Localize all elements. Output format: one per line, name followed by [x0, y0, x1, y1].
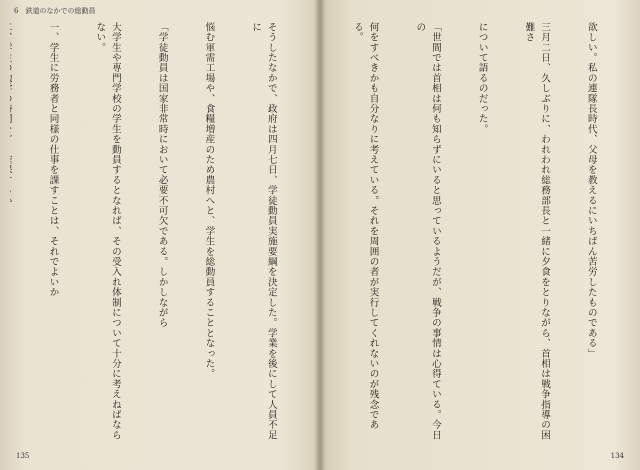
text-column: 一、学生に労務者と同様の仕事を課すことは、それでよいか — [47, 22, 59, 298]
page-number-right: 134 — [610, 452, 624, 460]
text-column: 「世間では首相は何も知らずにいると思っているようだが、戦争の事情は心得ている。今日の — [414, 22, 441, 441]
running-head: 6 鉄道のなかでの総動員 — [14, 7, 96, 15]
text-column: そうしたなかで、政府は四月七日、学徒動員実施要綱を決定した。学業を後にして人員不足に — [250, 22, 277, 441]
text-column: 三月二日、久しぶりに、われわれ総務部長と一緒に夕食をとりながら、首相は戦争指導の困難さ — [523, 22, 551, 441]
text-column: 悩む軍需工場や、食糧増産のため農村へと、学生を総動員することとなった。 — [203, 22, 215, 379]
text-column — [10, 22, 14, 442]
page-number-left: 135 — [16, 452, 30, 460]
text-column: 「学徒動員は国家非常時において必要不可欠である。しかしながら — [156, 22, 168, 328]
left-page-body — [10, 22, 310, 442]
text-column: 大学生や専門学校の学生を動員するとなれば、その受入れ体制について十分に考えねばならない。 — [94, 22, 121, 441]
book-gutter — [314, 0, 326, 470]
text-column: 何をすべきかも自分なりに考えている。それを周囲の者が実行してくれないのが残念である。 — [351, 22, 379, 430]
text-column: について語るのだった。 — [476, 22, 488, 135]
right-page-body — [336, 22, 630, 442]
text-column: 欲しい。私の連隊長時代、父母を教えるにいちばん苦労したものである」 — [585, 22, 597, 359]
